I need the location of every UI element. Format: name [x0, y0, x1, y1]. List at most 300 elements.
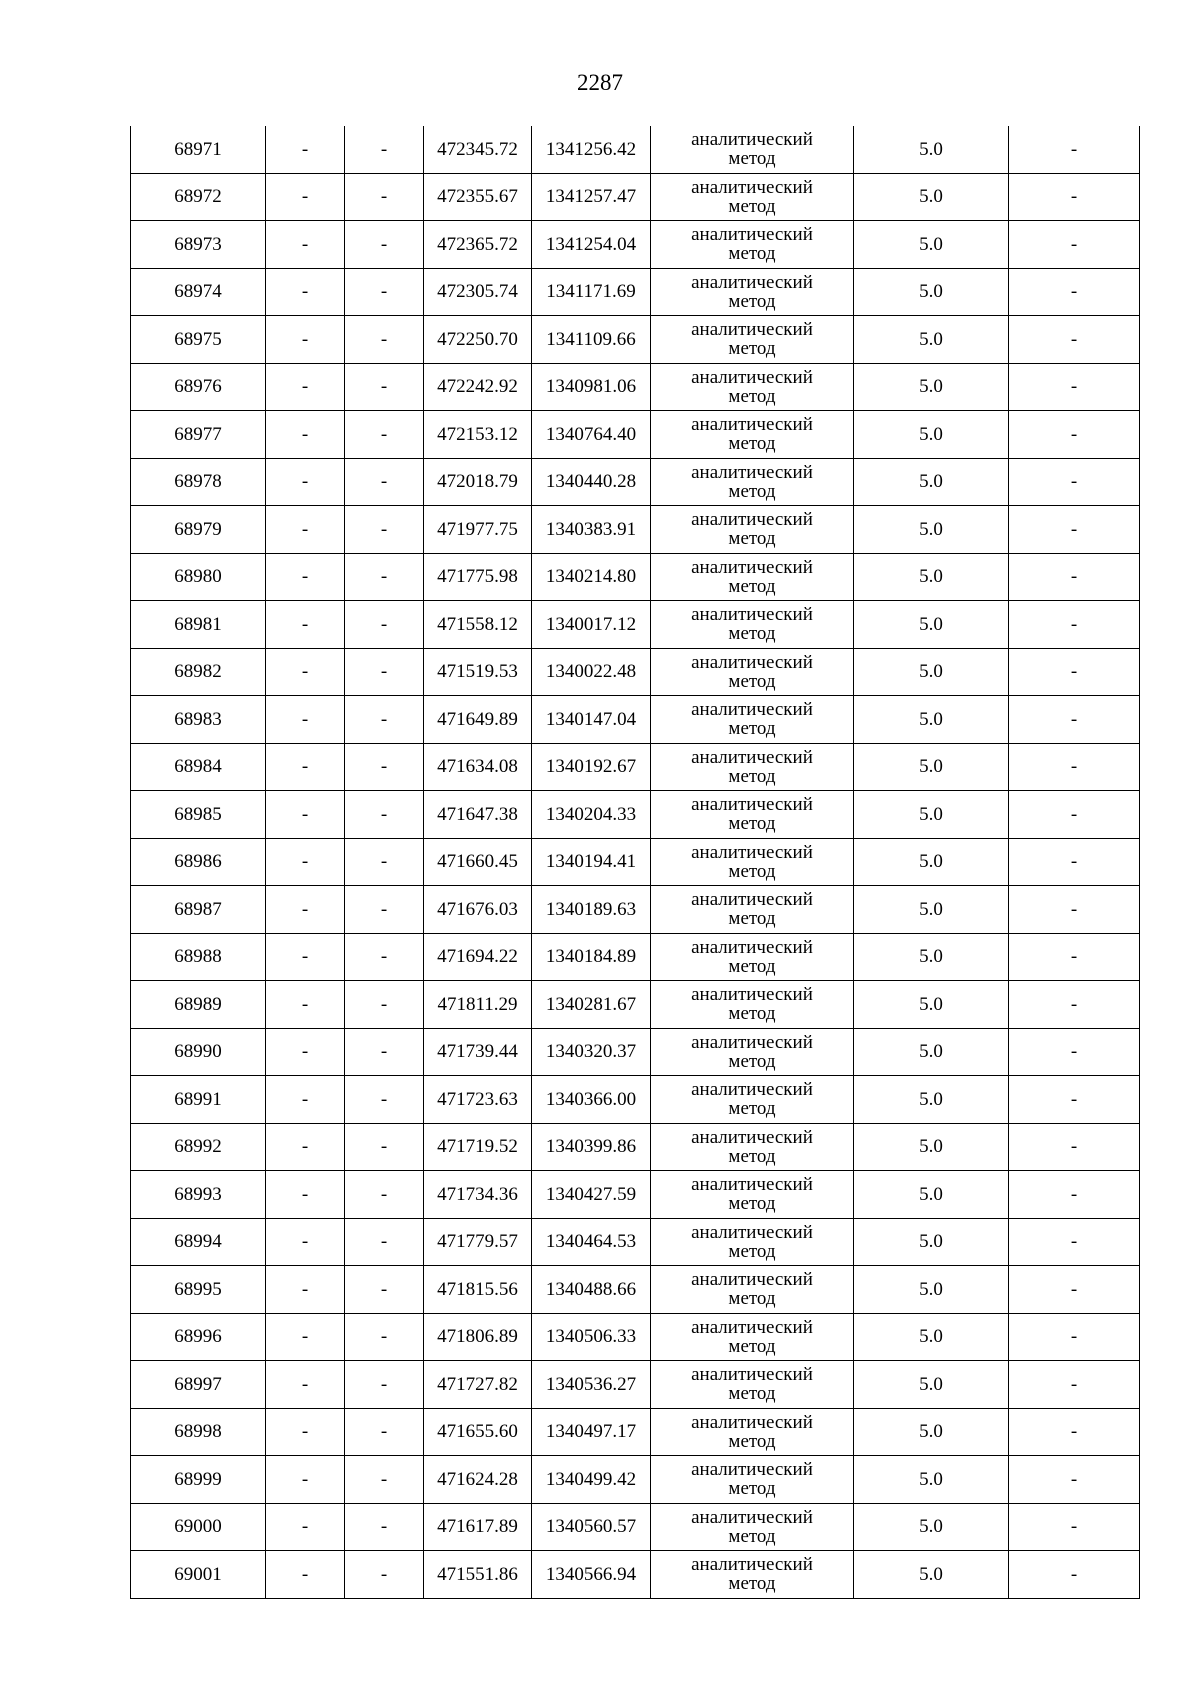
- point-number-cell: 68987: [131, 886, 266, 934]
- empty-column-8-cell: -: [1009, 1171, 1140, 1219]
- empty-column-2-cell: -: [266, 1361, 345, 1409]
- empty-column-3-cell: -: [345, 1313, 424, 1361]
- accuracy-cell: 5.0: [854, 1028, 1009, 1076]
- method-line-1: аналитический: [691, 1269, 813, 1291]
- empty-column-8-cell: -: [1009, 601, 1140, 649]
- point-number-cell: 69000: [131, 1503, 266, 1551]
- empty-column-8-cell: -: [1009, 981, 1140, 1029]
- y-coordinate-cell: 1340764.40: [532, 411, 651, 459]
- empty-column-3-cell: -: [345, 363, 424, 411]
- empty-column-2-cell: -: [266, 458, 345, 506]
- empty-column-2-cell: -: [266, 553, 345, 601]
- empty-column-3-cell: -: [345, 743, 424, 791]
- method-line-2: метод: [728, 243, 776, 265]
- method-line-2: метод: [728, 1430, 776, 1452]
- empty-column-2-cell: -: [266, 1266, 345, 1314]
- x-coordinate-cell: 472345.72: [424, 126, 532, 173]
- empty-column-2-cell: -: [266, 126, 345, 173]
- y-coordinate-cell: 1340981.06: [532, 363, 651, 411]
- table-row: [131, 221, 1140, 269]
- method-line-2: метод: [728, 338, 776, 360]
- y-coordinate-cell: 1340204.33: [532, 791, 651, 839]
- method-cell: [651, 886, 854, 934]
- method-cell: [651, 791, 854, 839]
- x-coordinate-cell: 472250.70: [424, 316, 532, 364]
- empty-column-8-cell: -: [1009, 458, 1140, 506]
- point-number-cell: 68989: [131, 981, 266, 1029]
- page-number: 2287: [577, 70, 623, 95]
- method-line-1: аналитический: [691, 1411, 813, 1433]
- y-coordinate-cell: 1340536.27: [532, 1361, 651, 1409]
- accuracy-cell: 5.0: [854, 981, 1009, 1029]
- x-coordinate-cell: 471727.82: [424, 1361, 532, 1409]
- table-row: [131, 886, 1140, 934]
- empty-column-8-cell: -: [1009, 126, 1140, 173]
- empty-column-3-cell: -: [345, 1028, 424, 1076]
- method-line-2: метод: [728, 480, 776, 502]
- y-coordinate-cell: 1340022.48: [532, 648, 651, 696]
- empty-column-8-cell: -: [1009, 696, 1140, 744]
- y-coordinate-cell: 1340427.59: [532, 1171, 651, 1219]
- table-row: [131, 126, 1140, 173]
- x-coordinate-cell: 472242.92: [424, 363, 532, 411]
- method-cell: [651, 363, 854, 411]
- y-coordinate-cell: 1340017.12: [532, 601, 651, 649]
- empty-column-3-cell: -: [345, 411, 424, 459]
- accuracy-cell: 5.0: [854, 553, 1009, 601]
- empty-column-3-cell: -: [345, 1171, 424, 1219]
- method-line-2: метод: [728, 765, 776, 787]
- point-number-cell: 68996: [131, 1313, 266, 1361]
- empty-column-3-cell: -: [345, 791, 424, 839]
- y-coordinate-cell: 1340194.41: [532, 838, 651, 886]
- method-line-1: аналитический: [691, 746, 813, 768]
- empty-column-3-cell: -: [345, 648, 424, 696]
- accuracy-cell: 5.0: [854, 1266, 1009, 1314]
- table-row: [131, 1361, 1140, 1409]
- method-cell: [651, 1123, 854, 1171]
- empty-column-8-cell: -: [1009, 268, 1140, 316]
- method-line-2: метод: [728, 148, 776, 170]
- x-coordinate-cell: 471734.36: [424, 1171, 532, 1219]
- method-line-1: аналитический: [691, 699, 813, 721]
- accuracy-cell: 5.0: [854, 411, 1009, 459]
- accuracy-cell: 5.0: [854, 316, 1009, 364]
- empty-column-2-cell: -: [266, 1028, 345, 1076]
- point-number-cell: 68995: [131, 1266, 266, 1314]
- method-cell: [651, 1551, 854, 1599]
- empty-column-8-cell: -: [1009, 221, 1140, 269]
- empty-column-2-cell: -: [266, 743, 345, 791]
- empty-column-3-cell: -: [345, 1218, 424, 1266]
- y-coordinate-cell: 1340320.37: [532, 1028, 651, 1076]
- accuracy-cell: 5.0: [854, 363, 1009, 411]
- point-number-cell: 68984: [131, 743, 266, 791]
- method-line-2: метод: [728, 1525, 776, 1547]
- empty-column-2-cell: -: [266, 1076, 345, 1124]
- method-cell: [651, 126, 854, 173]
- accuracy-cell: 5.0: [854, 173, 1009, 221]
- x-coordinate-cell: 471519.53: [424, 648, 532, 696]
- y-coordinate-cell: 1340440.28: [532, 458, 651, 506]
- table-row: [131, 933, 1140, 981]
- x-coordinate-cell: 471647.38: [424, 791, 532, 839]
- method-line-1: аналитический: [691, 651, 813, 673]
- method-cell: [651, 1503, 854, 1551]
- table-row: [131, 743, 1140, 791]
- empty-column-3-cell: -: [345, 886, 424, 934]
- empty-column-3-cell: -: [345, 1076, 424, 1124]
- table-row: [131, 1171, 1140, 1219]
- method-line-2: метод: [728, 1050, 776, 1072]
- method-cell: [651, 1456, 854, 1504]
- method-line-2: метод: [728, 433, 776, 455]
- table-row: [131, 648, 1140, 696]
- point-number-cell: 68974: [131, 268, 266, 316]
- method-cell: [651, 1361, 854, 1409]
- empty-column-8-cell: -: [1009, 933, 1140, 981]
- method-cell: [651, 1028, 854, 1076]
- method-line-1: аналитический: [691, 1221, 813, 1243]
- method-line-2: метод: [728, 1145, 776, 1167]
- accuracy-cell: 5.0: [854, 601, 1009, 649]
- table-row: [131, 838, 1140, 886]
- method-cell: [651, 1266, 854, 1314]
- empty-column-8-cell: -: [1009, 1361, 1140, 1409]
- method-line-1: аналитический: [691, 841, 813, 863]
- accuracy-cell: 5.0: [854, 696, 1009, 744]
- y-coordinate-cell: 1340281.67: [532, 981, 651, 1029]
- table-row: [131, 696, 1140, 744]
- method-line-1: аналитический: [691, 936, 813, 958]
- accuracy-cell: 5.0: [854, 126, 1009, 173]
- x-coordinate-cell: 471617.89: [424, 1503, 532, 1551]
- y-coordinate-cell: 1340506.33: [532, 1313, 651, 1361]
- table-row: [131, 981, 1140, 1029]
- y-coordinate-cell: 1340464.53: [532, 1218, 651, 1266]
- empty-column-8-cell: -: [1009, 553, 1140, 601]
- point-number-cell: 68983: [131, 696, 266, 744]
- empty-column-2-cell: -: [266, 933, 345, 981]
- empty-column-8-cell: -: [1009, 838, 1140, 886]
- accuracy-cell: 5.0: [854, 886, 1009, 934]
- method-line-1: аналитический: [691, 1031, 813, 1053]
- accuracy-cell: 5.0: [854, 1456, 1009, 1504]
- method-line-2: метод: [728, 195, 776, 217]
- method-line-2: метод: [728, 1288, 776, 1310]
- y-coordinate-cell: 1341254.04: [532, 221, 651, 269]
- empty-column-2-cell: -: [266, 981, 345, 1029]
- accuracy-cell: 5.0: [854, 1361, 1009, 1409]
- method-cell: [651, 1218, 854, 1266]
- empty-column-3-cell: -: [345, 1456, 424, 1504]
- accuracy-cell: 5.0: [854, 933, 1009, 981]
- method-cell: [651, 173, 854, 221]
- method-cell: [651, 601, 854, 649]
- accuracy-cell: 5.0: [854, 1123, 1009, 1171]
- method-line-1: аналитический: [691, 176, 813, 198]
- empty-column-2-cell: -: [266, 1503, 345, 1551]
- empty-column-3-cell: -: [345, 981, 424, 1029]
- empty-column-2-cell: -: [266, 648, 345, 696]
- point-number-cell: 68982: [131, 648, 266, 696]
- method-line-1: аналитический: [691, 556, 813, 578]
- point-number-cell: 68998: [131, 1408, 266, 1456]
- coordinates-table: [130, 126, 1140, 1599]
- x-coordinate-cell: 471655.60: [424, 1408, 532, 1456]
- x-coordinate-cell: 471739.44: [424, 1028, 532, 1076]
- x-coordinate-cell: 471719.52: [424, 1123, 532, 1171]
- accuracy-cell: 5.0: [854, 648, 1009, 696]
- method-cell: [651, 1408, 854, 1456]
- method-line-1: аналитический: [691, 224, 813, 246]
- point-number-cell: 68985: [131, 791, 266, 839]
- table-row: [131, 1123, 1140, 1171]
- y-coordinate-cell: 1340192.67: [532, 743, 651, 791]
- empty-column-8-cell: -: [1009, 1551, 1140, 1599]
- method-cell: [651, 506, 854, 554]
- empty-column-8-cell: -: [1009, 1028, 1140, 1076]
- method-line-2: метод: [728, 290, 776, 312]
- empty-column-8-cell: -: [1009, 1313, 1140, 1361]
- empty-column-2-cell: -: [266, 601, 345, 649]
- x-coordinate-cell: 471551.86: [424, 1551, 532, 1599]
- accuracy-cell: 5.0: [854, 1171, 1009, 1219]
- accuracy-cell: 5.0: [854, 743, 1009, 791]
- method-line-2: метод: [728, 670, 776, 692]
- empty-column-8-cell: -: [1009, 1076, 1140, 1124]
- point-number-cell: 68977: [131, 411, 266, 459]
- method-line-2: метод: [728, 1573, 776, 1595]
- y-coordinate-cell: 1340499.42: [532, 1456, 651, 1504]
- x-coordinate-cell: 471811.29: [424, 981, 532, 1029]
- y-coordinate-cell: 1340566.94: [532, 1551, 651, 1599]
- table-row: [131, 1313, 1140, 1361]
- empty-column-3-cell: -: [345, 221, 424, 269]
- table-row: [131, 1266, 1140, 1314]
- empty-column-8-cell: -: [1009, 791, 1140, 839]
- table-row: [131, 1551, 1140, 1599]
- table-row: [131, 411, 1140, 459]
- point-number-cell: 68971: [131, 126, 266, 173]
- x-coordinate-cell: 471723.63: [424, 1076, 532, 1124]
- accuracy-cell: 5.0: [854, 1503, 1009, 1551]
- method-line-1: аналитический: [691, 1316, 813, 1338]
- x-coordinate-cell: 471676.03: [424, 886, 532, 934]
- method-line-1: аналитический: [691, 129, 813, 151]
- method-line-1: аналитический: [691, 509, 813, 531]
- method-line-2: метод: [728, 813, 776, 835]
- empty-column-3-cell: -: [345, 838, 424, 886]
- empty-column-8-cell: -: [1009, 1503, 1140, 1551]
- point-number-cell: 68992: [131, 1123, 266, 1171]
- table-row: [131, 1503, 1140, 1551]
- method-line-2: метод: [728, 1383, 776, 1405]
- method-cell: [651, 553, 854, 601]
- table-row: [131, 1408, 1140, 1456]
- x-coordinate-cell: 472153.12: [424, 411, 532, 459]
- method-line-1: аналитический: [691, 1079, 813, 1101]
- empty-column-3-cell: -: [345, 1123, 424, 1171]
- point-number-cell: 68999: [131, 1456, 266, 1504]
- table-row: [131, 506, 1140, 554]
- empty-column-3-cell: -: [345, 933, 424, 981]
- method-line-2: метод: [728, 908, 776, 930]
- x-coordinate-cell: 472365.72: [424, 221, 532, 269]
- empty-column-3-cell: -: [345, 1361, 424, 1409]
- y-coordinate-cell: 1340497.17: [532, 1408, 651, 1456]
- empty-column-2-cell: -: [266, 506, 345, 554]
- method-line-1: аналитический: [691, 794, 813, 816]
- x-coordinate-cell: 471779.57: [424, 1218, 532, 1266]
- method-cell: [651, 743, 854, 791]
- empty-column-2-cell: -: [266, 791, 345, 839]
- method-line-2: метод: [728, 1335, 776, 1357]
- empty-column-3-cell: -: [345, 1503, 424, 1551]
- point-number-cell: 68978: [131, 458, 266, 506]
- empty-column-2-cell: -: [266, 316, 345, 364]
- method-cell: [651, 268, 854, 316]
- table-row: [131, 458, 1140, 506]
- table-row: [131, 1028, 1140, 1076]
- accuracy-cell: 5.0: [854, 1218, 1009, 1266]
- empty-column-3-cell: -: [345, 1408, 424, 1456]
- empty-column-8-cell: -: [1009, 1456, 1140, 1504]
- method-line-1: аналитический: [691, 1459, 813, 1481]
- point-number-cell: 69001: [131, 1551, 266, 1599]
- point-number-cell: 68973: [131, 221, 266, 269]
- empty-column-2-cell: -: [266, 838, 345, 886]
- point-number-cell: 68979: [131, 506, 266, 554]
- empty-column-8-cell: -: [1009, 648, 1140, 696]
- method-line-2: метод: [728, 623, 776, 645]
- y-coordinate-cell: 1341109.66: [532, 316, 651, 364]
- x-coordinate-cell: 471806.89: [424, 1313, 532, 1361]
- point-number-cell: 68986: [131, 838, 266, 886]
- accuracy-cell: 5.0: [854, 838, 1009, 886]
- y-coordinate-cell: 1341171.69: [532, 268, 651, 316]
- x-coordinate-cell: 472355.67: [424, 173, 532, 221]
- empty-column-8-cell: -: [1009, 363, 1140, 411]
- method-cell: [651, 838, 854, 886]
- method-line-1: аналитический: [691, 984, 813, 1006]
- method-cell: [651, 1171, 854, 1219]
- empty-column-2-cell: -: [266, 696, 345, 744]
- point-number-cell: 68975: [131, 316, 266, 364]
- method-cell: [651, 933, 854, 981]
- table-row: [131, 601, 1140, 649]
- method-line-1: аналитический: [691, 1506, 813, 1528]
- method-line-1: аналитический: [691, 414, 813, 436]
- empty-column-2-cell: -: [266, 1171, 345, 1219]
- empty-column-8-cell: -: [1009, 743, 1140, 791]
- method-line-2: метод: [728, 1478, 776, 1500]
- table-row: [131, 1456, 1140, 1504]
- method-line-1: аналитический: [691, 366, 813, 388]
- method-line-1: аналитический: [691, 461, 813, 483]
- accuracy-cell: 5.0: [854, 1313, 1009, 1361]
- empty-column-3-cell: -: [345, 316, 424, 364]
- point-number-cell: 68991: [131, 1076, 266, 1124]
- empty-column-8-cell: -: [1009, 316, 1140, 364]
- empty-column-2-cell: -: [266, 1218, 345, 1266]
- empty-column-2-cell: -: [266, 1456, 345, 1504]
- y-coordinate-cell: 1341257.47: [532, 173, 651, 221]
- point-number-cell: 68976: [131, 363, 266, 411]
- empty-column-3-cell: -: [345, 126, 424, 173]
- accuracy-cell: 5.0: [854, 1408, 1009, 1456]
- x-coordinate-cell: 471624.28: [424, 1456, 532, 1504]
- empty-column-2-cell: -: [266, 1313, 345, 1361]
- x-coordinate-cell: 472305.74: [424, 268, 532, 316]
- method-cell: [651, 696, 854, 744]
- empty-column-8-cell: -: [1009, 1266, 1140, 1314]
- method-line-2: метод: [728, 528, 776, 550]
- point-number-cell: 68980: [131, 553, 266, 601]
- empty-column-2-cell: -: [266, 1408, 345, 1456]
- method-line-1: аналитический: [691, 1554, 813, 1576]
- empty-column-2-cell: -: [266, 363, 345, 411]
- y-coordinate-cell: 1340488.66: [532, 1266, 651, 1314]
- empty-column-8-cell: -: [1009, 1408, 1140, 1456]
- method-line-2: метод: [728, 385, 776, 407]
- method-line-2: метод: [728, 860, 776, 882]
- empty-column-3-cell: -: [345, 458, 424, 506]
- x-coordinate-cell: 471634.08: [424, 743, 532, 791]
- y-coordinate-cell: 1340189.63: [532, 886, 651, 934]
- y-coordinate-cell: 1340399.86: [532, 1123, 651, 1171]
- method-line-2: метод: [728, 718, 776, 740]
- table-row: [131, 316, 1140, 364]
- empty-column-8-cell: -: [1009, 1123, 1140, 1171]
- method-cell: [651, 1313, 854, 1361]
- point-number-cell: 68981: [131, 601, 266, 649]
- method-line-2: метод: [728, 1003, 776, 1025]
- x-coordinate-cell: 471649.89: [424, 696, 532, 744]
- empty-column-8-cell: -: [1009, 173, 1140, 221]
- empty-column-2-cell: -: [266, 268, 345, 316]
- x-coordinate-cell: 471977.75: [424, 506, 532, 554]
- method-line-1: аналитический: [691, 1174, 813, 1196]
- empty-column-8-cell: -: [1009, 1218, 1140, 1266]
- empty-column-8-cell: -: [1009, 506, 1140, 554]
- accuracy-cell: 5.0: [854, 1076, 1009, 1124]
- y-coordinate-cell: 1340560.57: [532, 1503, 651, 1551]
- y-coordinate-cell: 1340366.00: [532, 1076, 651, 1124]
- accuracy-cell: 5.0: [854, 506, 1009, 554]
- y-coordinate-cell: 1340184.89: [532, 933, 651, 981]
- method-line-1: аналитический: [691, 1364, 813, 1386]
- method-cell: [651, 981, 854, 1029]
- y-coordinate-cell: 1340214.80: [532, 553, 651, 601]
- method-line-1: аналитический: [691, 271, 813, 293]
- empty-column-3-cell: -: [345, 553, 424, 601]
- method-cell: [651, 316, 854, 364]
- empty-column-8-cell: -: [1009, 411, 1140, 459]
- method-line-1: аналитический: [691, 604, 813, 626]
- empty-column-3-cell: -: [345, 1551, 424, 1599]
- empty-column-2-cell: -: [266, 1551, 345, 1599]
- y-coordinate-cell: 1340383.91: [532, 506, 651, 554]
- empty-column-3-cell: -: [345, 173, 424, 221]
- empty-column-3-cell: -: [345, 696, 424, 744]
- table-body: [131, 126, 1140, 1598]
- table-row: [131, 268, 1140, 316]
- table-row: [131, 553, 1140, 601]
- method-line-2: метод: [728, 955, 776, 977]
- empty-column-3-cell: -: [345, 506, 424, 554]
- method-cell: [651, 458, 854, 506]
